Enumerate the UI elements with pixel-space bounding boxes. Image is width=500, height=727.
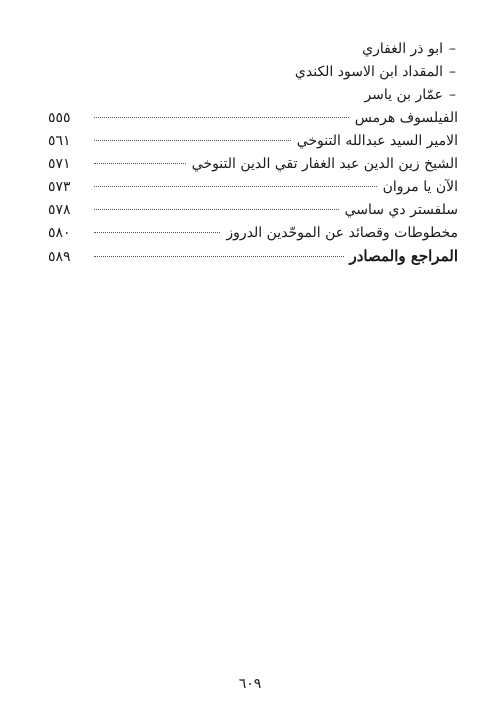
toc-entry — [48, 107, 458, 130]
sub-entry-al-miqdad — [48, 61, 458, 84]
entry-title: المراجع والمصادر — [349, 247, 458, 265]
sub-entry-ammar — [48, 84, 458, 107]
entry-title: الآن يا مروان — [382, 179, 458, 195]
entry-page-number: ٥٧٣ — [48, 179, 71, 195]
entry-page-number: ٥٦١ — [48, 133, 71, 149]
dot-leader — [94, 256, 344, 257]
sub-entry-abu-dharr — [48, 38, 458, 61]
toc-entry-references — [48, 245, 458, 268]
entry-page-number: ٥٨٠ — [48, 225, 71, 241]
dot-leader — [94, 117, 349, 118]
dot-leader — [94, 140, 291, 141]
entry-page-number: ٥٥٥ — [48, 110, 71, 126]
dot-leader — [94, 232, 220, 233]
table-of-contents — [48, 38, 458, 268]
dot-leader — [94, 163, 186, 164]
entry-dash: – — [449, 87, 456, 103]
entry-title: الفيلسوف هرمس — [354, 110, 458, 126]
sub-entry-text: ابو ذر الغفاري — [362, 41, 443, 57]
dot-leader — [94, 186, 377, 187]
entry-page-number: ٥٧٨ — [48, 202, 71, 218]
entry-title: مخطوطات وقصائد عن الموحّدين الدروز — [226, 225, 458, 241]
toc-entry — [48, 199, 458, 222]
entry-title: الامير السيد عبدالله التنوخي — [296, 133, 458, 149]
entry-dash: – — [449, 41, 456, 57]
entry-title: الشيخ زين الدين عبد الغفار تقي الدين التنوخي — [191, 156, 458, 172]
sub-entry-text: عمّار بن ياسر — [364, 87, 443, 103]
entry-page-number: ٥٨٩ — [48, 249, 71, 265]
entry-title: سلفستر دي ساسي — [344, 202, 458, 218]
page-folio-number: ٦٠٩ — [238, 676, 262, 692]
dot-leader — [94, 209, 339, 210]
toc-entry — [48, 130, 458, 153]
entry-page-number: ٥٧١ — [48, 156, 71, 172]
sub-entry-text: المقداد ابن الاسود الكندي — [294, 64, 443, 80]
toc-entry — [48, 153, 458, 176]
toc-entry — [48, 176, 458, 199]
entry-dash: – — [449, 64, 456, 80]
toc-entry — [48, 222, 458, 245]
